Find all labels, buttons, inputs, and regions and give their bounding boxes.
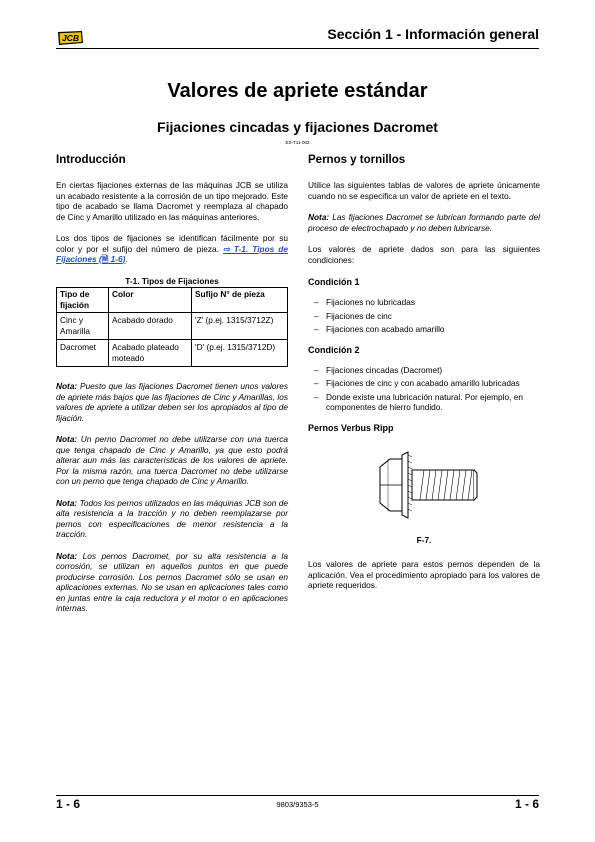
table-row: [57, 340, 288, 367]
list-item: – Fijaciones no lubricadas: [308, 297, 540, 308]
table-cell: Dacromet: [57, 340, 109, 367]
verbus-ripp-bolt-figure: [308, 443, 540, 529]
list-item: – Fijaciones de cinc: [308, 311, 540, 322]
header-color: Color: [109, 288, 192, 313]
fixing-types-table: [56, 287, 288, 367]
condition-2-heading: Condición 2: [308, 344, 360, 355]
header-rule: [56, 48, 539, 49]
condition-2-list: [308, 365, 540, 413]
document-code: ES-T11-002: [285, 140, 310, 145]
table-header-row: [57, 288, 288, 313]
list-item: – Donde existe una lubricación natural. Por ejemplo, en componentes de hierro fundido.: [308, 392, 540, 413]
list-item: – Fijaciones de cinc y con acabado amarillo lubricadas: [308, 378, 540, 389]
header-part-suffix: Sufijo N° de pieza: [192, 288, 288, 313]
list-item: – Fijaciones con acabado amarillo: [308, 324, 540, 335]
verbus-paragraph: Los valores de apriete para estos pernos dependen de la aplicación. Vea el procedimiento apropiado para los valores de apriete requeridos.: [308, 559, 540, 590]
torque-usage-paragraph: Utilice las siguientes tablas de valores de apriete únicamente cuando no se especifica un valor de apriete en el texto.: [308, 180, 540, 201]
note-paragraph: Nota: Un perno Dacromet no debe utilizarse con una tuerca que tenga chapado de Cinc y Amarillo, ya que esto podrá alterar aun más las características de los valores de apriete. Por la misma razón, una tuerca Dacromet no debe utilizarse con un perno que tenga chapado de Cinc y Amarillo.: [56, 434, 288, 486]
note-paragraph: Nota: Puesto que las fijaciones Dacromet tienen unos valores de apriete más bajos que las fijaciones de Cinc y Amarillas, los valores de apriete a utilizar deben ser los apropiados al tipo de fijación.: [56, 381, 288, 423]
table-reference-link[interactable]: ⇨ T-1. Tipos de Fijaciones (🗎 1-6): [56, 243, 288, 264]
table-cell: Acabado dorado: [109, 313, 192, 340]
table-cell: Cinc y Amarilla: [57, 313, 109, 340]
document-number: 9803/9353-5: [276, 800, 319, 809]
note-paragraph: Nota: Todos los pernos utilizados en las máquinas JCB son de alta resistencia a la tracción y no deben reemplazarse por pernos con especificaciones de menor resistencia a la tracción.: [56, 497, 288, 539]
table-cell: 'D' (p.ej. 1315/3712D): [192, 340, 288, 367]
introduction-heading: Introducción: [56, 154, 126, 166]
list-item: – Fijaciones cincadas (Dacromet): [308, 365, 540, 376]
left-column: [56, 153, 288, 625]
page-icon: 🗎: [101, 254, 109, 264]
page-number-left: 1 - 6: [56, 797, 81, 811]
page-title: Valores de apriete estándar: [167, 80, 428, 102]
figure-label: F-7.: [416, 534, 432, 545]
section-title: Sección 1 - Información general: [327, 26, 539, 42]
conditions-intro-paragraph: Los valores de apriete dados son para las siguientes condiciones:: [308, 244, 540, 265]
condition-1-list: [308, 297, 540, 335]
jcb-logo: [56, 30, 84, 46]
page-subtitle: Fijaciones cincadas y fijaciones Dacromet: [157, 119, 438, 135]
table-caption: T-1. Tipos de Fijaciones: [125, 275, 219, 286]
note-paragraph: Nota: Las fijaciones Dacromet se lubrican formando parte del proceso de electrochapado y no deben lubricarse.: [308, 212, 540, 233]
note-paragraph: Nota: Los pernos Dacromet, por su alta resistencia a la corrosión, se utilizan en aquellos puntos en que puede producirse corrosión. Los pernos Dacromet sólo se usan en aplicaciones externas. No se usan en aplicaciones tales como en juntas entre la caja reductora y el motor o en aplicaciones internas.: [56, 550, 288, 613]
verbus-ripp-heading: Pernos Verbus Ripp: [308, 422, 394, 433]
header-fixing-type: Tipo de fijación: [57, 288, 109, 313]
condition-1-heading: Condición 1: [308, 277, 360, 287]
introduction-paragraph: En ciertas fijaciones externas de las máquinas JCB se utiliza un acabado resistente a la corrosión de un tipo mejorado. Este tipo de acabado se llama Dacromet y reemplaza al chapado de Cinc y Amarillo utilizado en las máquinas anteriores.: [56, 180, 288, 222]
right-column: [308, 153, 540, 602]
svg-text:JCB: JCB: [61, 33, 80, 44]
footer-rule: [56, 795, 539, 796]
table-cell: 'Z' (p.ej. 1315/3712Z): [192, 313, 288, 340]
table-cell: Acabado plateado moteado: [109, 340, 192, 367]
bolt-icon: [366, 443, 484, 529]
page-number-right: 1 - 6: [514, 797, 539, 811]
table-row: [57, 313, 288, 340]
bolts-screws-heading: Pernos y tornillos: [308, 154, 406, 166]
fixing-types-paragraph: Los dos tipos de fijaciones se identifican fácilmente por su color y por el sufijo del número de pieza. ⇨ T-1. Tipos de Fijaciones (🗎 1-6).: [56, 233, 288, 264]
